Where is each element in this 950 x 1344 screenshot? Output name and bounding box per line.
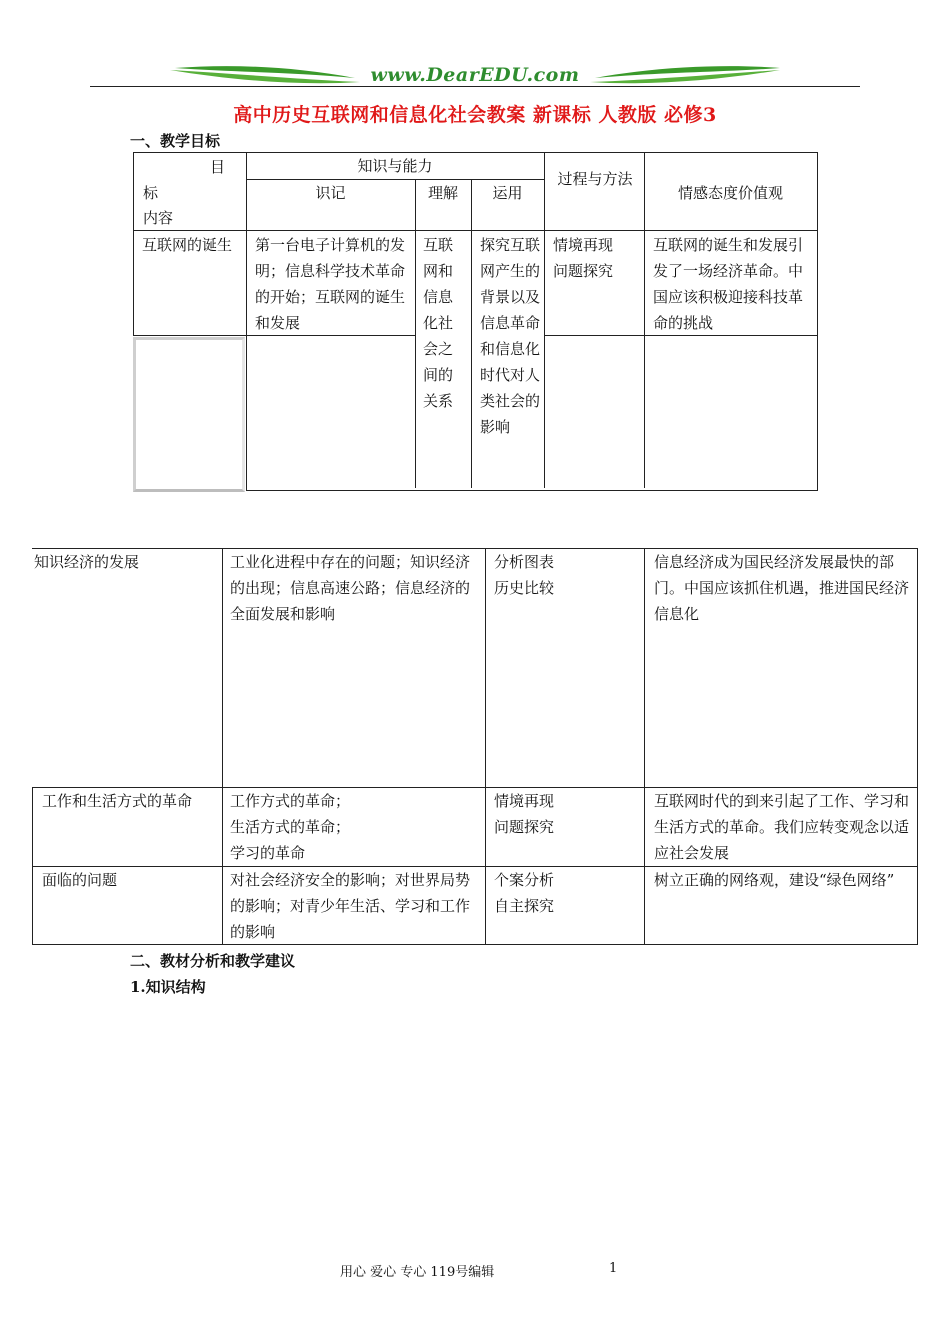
header-corner-line1: 目 bbox=[210, 158, 226, 176]
row2-emotion: 信息经济成为国民经济发展最快的部门。中国应该抓住机遇，推进国民经济信息化 bbox=[654, 553, 910, 623]
row1-process: 情境再现 问题探究 bbox=[553, 236, 614, 280]
row1-apply: 探究互联网产生的背景以及信息革命和信息化时代对人类社会的影响 bbox=[480, 236, 541, 436]
page-number: 1 bbox=[609, 1261, 618, 1276]
row1-content: 互联网的诞生 bbox=[142, 236, 233, 254]
row2-content: 知识经济的发展 bbox=[34, 553, 140, 571]
header-knowledge: 知识与能力 bbox=[357, 157, 433, 175]
row3-content: 工作和生活方式的革命 bbox=[42, 792, 193, 810]
header-emotion: 情感态度价值观 bbox=[677, 184, 783, 202]
header-corner-line2: 标 bbox=[143, 184, 159, 202]
row4-process: 个案分析 自主探究 bbox=[494, 871, 555, 915]
header-understand: 理解 bbox=[427, 184, 458, 202]
row1-memorize: 第一台电子计算机的发明；信息科学技术革命的开始；互联网的诞生和发展 bbox=[255, 236, 406, 332]
row2-knowledge: 工业化进程中存在的问题；知识经济的出现；信息高速公路；信息经济的全面发展和影响 bbox=[230, 553, 471, 623]
subsection-knowledge-structure: 1.知识结构 bbox=[130, 978, 206, 996]
header-process: 过程与方法 bbox=[557, 170, 633, 188]
document-title: 高中历史互联网和信息化社会教案 新课标 人教版 必修3 bbox=[233, 104, 717, 126]
row2-process: 分析图表 历史比较 bbox=[494, 553, 555, 597]
header-memorize: 识记 bbox=[315, 184, 346, 202]
row4-content: 面临的问题 bbox=[42, 871, 118, 889]
footer-left-text: 用心 爱心 专心 119号编辑 bbox=[340, 1265, 495, 1280]
header-corner-line3: 内容 bbox=[143, 209, 174, 227]
section-heading-objectives: 一、教学目标 bbox=[130, 132, 221, 150]
header-apply: 运用 bbox=[492, 184, 523, 202]
row3-process: 情境再现 问题探究 bbox=[494, 792, 555, 836]
row4-knowledge: 对社会经济安全的影响；对世界局势的影响；对青少年生活、学习和工作的影响 bbox=[230, 871, 471, 941]
section-heading-analysis: 二、教材分析和教学建议 bbox=[130, 952, 296, 970]
row3-knowledge: 工作方式的革命； 生活方式的革命； 学习的革命 bbox=[230, 792, 351, 862]
row3-emotion: 互联网时代的到来引起了工作、学习和生活方式的革命。我们应转变观念以适应社会发展 bbox=[654, 792, 910, 862]
row4-emotion: 树立正确的网络观，建设“绿色网络” bbox=[654, 871, 895, 889]
site-logo-text: www.DearEDU.com bbox=[370, 64, 580, 86]
row1-understand: 互联网和信息化社会之间的关系 bbox=[423, 236, 454, 410]
row1-emotion: 互联网的诞生和发展引发了一场经济革命。中国应该积极迎接科技革命的挑战 bbox=[653, 236, 804, 332]
